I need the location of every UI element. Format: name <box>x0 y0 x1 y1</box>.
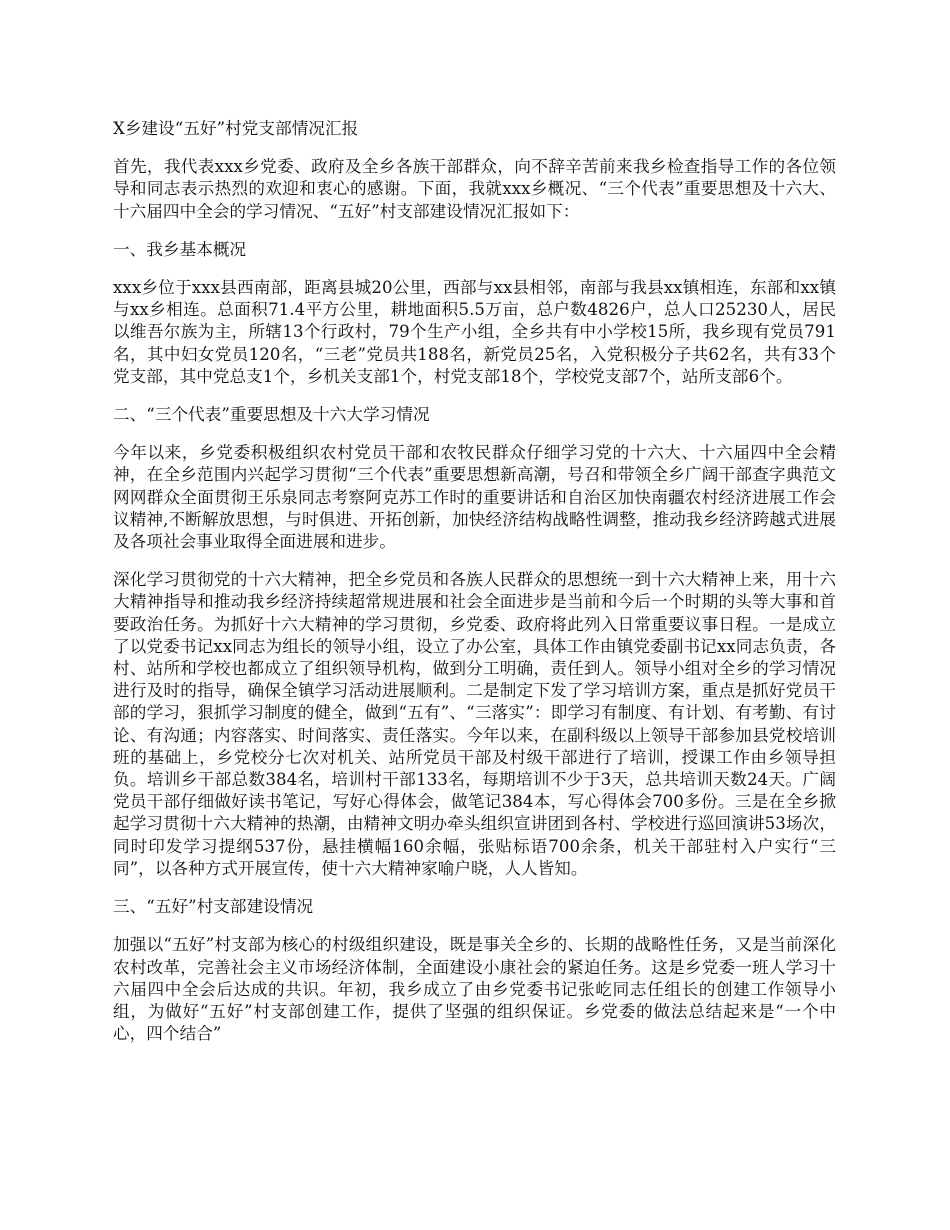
section-2-paragraph-1: 今年以来，乡党委积极组织农村党员干部和农牧民群众仔细学习党的十六大、十六届四中全会精神，在全乡范围内兴起学习贯彻“三个代表”重要思想新高潮，号召和带领全乡广阔干部查字典范文网网群众全面贯彻王乐泉同志考察阿克苏工作时的重要讲话和自治区加快南疆农村经济进展工作会议精神,不断解放思想，与时俱进、开拓创新，加快经济结构战略性调整，推动我乡经济跨越式进展及各项社会事业取得全面进展和进步。 <box>113 443 836 552</box>
document-title: X乡建设“五好”村党支部情况汇报 <box>113 119 359 138</box>
intro-paragraph: 首先，我代表xxx乡党委、政府及全乡各族干部群众，向不辞辛苦前来我乡检查指导工作的各位领导和同志表示热烈的欢迎和衷心的感谢。下面，我就xxx乡概况、“三个代表”重要思想及十六大、十六届四中全会的学习情况、“五好”村支部建设情况汇报如下： <box>113 157 836 221</box>
section-2-paragraph-2: 深化学习贯彻党的十六大精神，把全乡党员和各族人民群众的思想统一到十六大精神上来，用十六大精神指导和推动我乡经济持续超常规进展和社会全面进步是当前和今后一个时期的头等大事和首要政治任务。为抓好十六大精神的学习贯彻，乡党委、政府将此列入日常重要议事日程。一是成立了以党委书记xx同志为组长的领导小组，设立了办公室，具体工作由镇党委副书记xx同志负责，各村、站所和学校也都成立了组织领导机构，做到分工明确，责任到人。领导小组对全乡的学习情况进行及时的指导，确保全镇学习活动进展顺利。二是制定下发了学习培训方案，重点是抓好党员干部的学习，狠抓学习制度的健全，做到“五有”、“三落实”：即学习有制度、有计划、有考勤、有讨论、有沟通；内容落实、时间落实、责任落实。今年以来，在副科级以上领导干部参加县党校培训班的基础上，乡党校分七次对机关、站所党员干部及村级干部进行了培训，授课工作由乡领导担负。培训乡干部总数384名，培训村干部133名，每期培训不少于3天，总共培训天数24天。广阔党员干部仔细做好读书笔记，写好心得体会，做笔记384本，写心得体会700多份。三是在全乡掀起学习贯彻十六大精神的热潮，由精神文明办牵头组织宣讲团到各村、学校进行巡回演讲53场次，同时印发学习提纲537份，悬挂横幅160余幅，张贴标语700余条，机关干部驻村入户实行“三同”，以各种方式开展宣传，使十六大精神家喻户晓，人人皆知。 <box>113 570 836 878</box>
section-2-heading: 二、“三个代表”重要思想及十六大学习情况 <box>113 405 430 425</box>
document-page <box>113 118 836 1061</box>
section-3-heading: 三、“五好”村支部建设情况 <box>113 897 314 917</box>
section-1-heading: 一、我乡基本概况 <box>113 239 247 259</box>
section-3-paragraph: 加强以“五好”村支部为核心的村级组织建设，既是事关全乡的、长期的战略性任务，又是当前深化农村改革，完善社会主义市场经济体制，全面建设小康社会的紧迫任务。这是乡党委一班人学习十六届四中全会后达成的共识。年初，我乡成立了由乡党委书记张屹同志任组长的创建工作领导小组，为做好“五好”村支部创建工作，提供了坚强的组织保证。乡党委的做法总结起来是“一个中心，四个结合” <box>113 935 836 1044</box>
section-1-paragraph: xxx乡位于xxx县西南部，距离县城20公里，西部与xx县相邻，南部与我县xx镇相连，东部和xx镇与xx乡相连。总面积71.4平方公里，耕地面积5.5万亩，总户数4826户，总人口25230人，居民以维吾尔族为主，所辖13个行政村，79个生产小组，全乡共有中小学校15所，我乡现有党员791名，其中妇女党员120名，“三老”党员共188名，新党员25名，入党积极分子共62名，共有33个党支部，其中党总支1个，乡机关支部1个，村党支部18个，学校党支部7个，站所支部6个。 <box>113 278 836 386</box>
